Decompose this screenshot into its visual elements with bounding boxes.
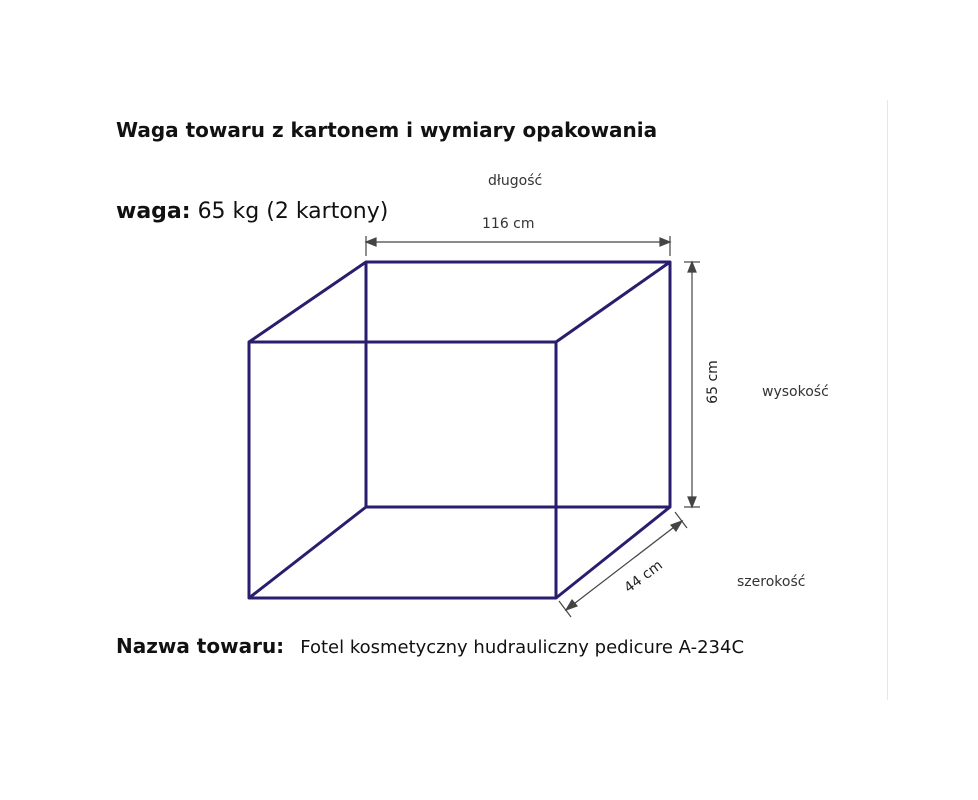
width-dimension-line [559,512,687,617]
page-title: Waga towaru z kartonem i wymiary opakowania [116,118,658,142]
box-edge-top-left [249,262,366,342]
width-label: szerokość [737,574,806,590]
box-back-face [366,262,670,507]
product-name-label: Nazwa towaru: [116,634,285,658]
height-label: wysokość [762,384,829,400]
box-front-face [249,342,556,598]
height-value: 65 cm [705,360,721,404]
length-dimension-line [366,236,670,256]
box-edge-bottom-right [556,507,670,598]
weight-value: 65 kg (2 kartony) [197,199,389,224]
product-name-value: Fotel kosmetyczny hudrauliczny pedicure A-234C [300,637,745,658]
box-wireframe [249,262,670,598]
width-value: 44 cm [621,557,666,597]
length-label: długość [488,173,543,189]
box-edge-bottom-left [249,507,366,598]
weight-label: waga: [116,199,191,224]
length-value: 116 cm [482,216,535,232]
product-name-row [116,634,744,658]
height-dimension-line [684,262,700,507]
box-edge-top-right [556,262,670,342]
